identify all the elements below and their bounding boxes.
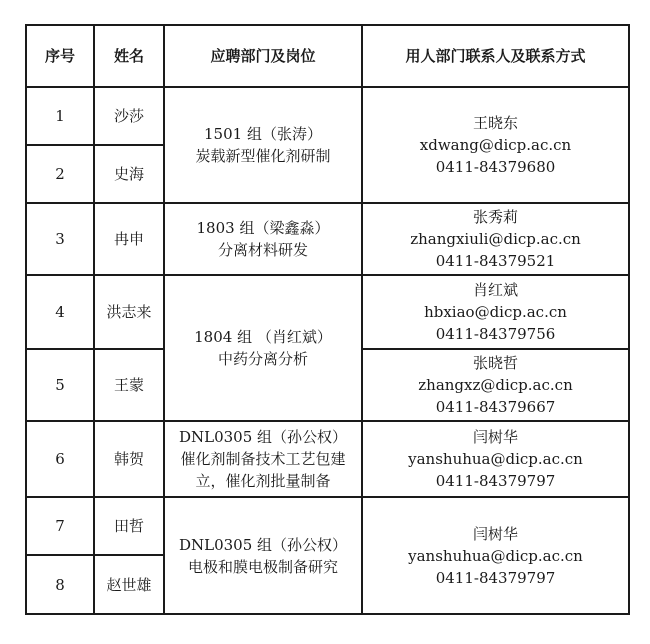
- position-post: 中药分离分析: [217, 350, 308, 368]
- position-post: 催化剂制备技术工艺包建立，催化剂批量制备: [180, 450, 346, 490]
- contact-phone: 0411-84379521: [435, 252, 556, 270]
- serial-number-cell: 1: [26, 87, 94, 145]
- contact-cell: [362, 275, 629, 349]
- name-cell: 王蒙: [94, 349, 164, 421]
- contact-phone: 0411-84379667: [435, 398, 556, 416]
- name-cell: 史海: [94, 145, 164, 203]
- position-cell: [164, 275, 362, 421]
- header-name: 姓名: [94, 25, 164, 87]
- contact-cell: [362, 421, 629, 497]
- position-group: 1501 组（张涛）: [204, 125, 322, 143]
- contact-name: 张秀莉: [472, 208, 518, 226]
- serial-number-cell: 5: [26, 349, 94, 421]
- serial-number-cell: 3: [26, 203, 94, 275]
- contact-phone: 0411-84379680: [435, 158, 556, 176]
- serial-number-cell: 8: [26, 555, 94, 614]
- header-serial-number: 序号: [26, 25, 94, 87]
- name-cell: 韩贺: [94, 421, 164, 497]
- contact-phone: 0411-84379797: [435, 472, 556, 490]
- name-cell: 冉申: [94, 203, 164, 275]
- header-department-position: 应聘部门及岗位: [164, 25, 362, 87]
- table-row: [26, 275, 629, 349]
- contact-email: xdwang@dicp.ac.cn: [419, 136, 572, 154]
- contact-cell: [362, 497, 629, 614]
- position-cell: [164, 87, 362, 203]
- recruitment-table: [25, 24, 630, 615]
- position-group: 1803 组（梁鑫淼）: [196, 219, 330, 237]
- contact-name: 张晓哲: [472, 354, 518, 372]
- position-post: 电极和膜电极制备研究: [187, 557, 338, 576]
- table-row: [26, 87, 629, 145]
- position-group: DNL0305 组（孙公权）: [178, 535, 348, 554]
- table-row: [26, 497, 629, 555]
- position-post: 分离材料研发: [217, 241, 308, 259]
- serial-number-cell: 7: [26, 497, 94, 555]
- contact-cell: [362, 203, 629, 275]
- table-header-row: [26, 25, 629, 87]
- serial-number-cell: 2: [26, 145, 94, 203]
- serial-number-cell: 6: [26, 421, 94, 497]
- serial-number-cell: 4: [26, 275, 94, 349]
- position-cell: [164, 497, 362, 614]
- contact-name: 闫树华: [472, 428, 518, 446]
- contact-email: zhangxiuli@dicp.ac.cn: [410, 230, 581, 248]
- contact-name: 肖红斌: [472, 281, 518, 299]
- contact-email: zhangxz@dicp.ac.cn: [418, 376, 573, 394]
- contact-name: 王晓东: [472, 114, 518, 132]
- contact-name: 闫树华: [472, 524, 518, 543]
- position-cell: [164, 203, 362, 275]
- position-cell: [164, 421, 362, 497]
- contact-email: hbxiao@dicp.ac.cn: [424, 303, 567, 321]
- table-row: [26, 203, 629, 275]
- position-post: 炭载新型催化剂研制: [195, 147, 331, 165]
- contact-cell: [362, 87, 629, 203]
- name-cell: 洪志来: [94, 275, 164, 349]
- contact-cell: [362, 349, 629, 421]
- name-cell: 沙莎: [94, 87, 164, 145]
- contact-phone: 0411-84379797: [435, 568, 556, 587]
- recruitment-table-container: [25, 24, 628, 613]
- position-group: 1804 组 （肖红斌）: [194, 328, 332, 346]
- name-cell: 赵世雄: [94, 555, 164, 614]
- contact-email: yanshuhua@dicp.ac.cn: [408, 546, 583, 565]
- position-group: DNL0305 组（孙公权）: [178, 428, 348, 446]
- contact-email: yanshuhua@dicp.ac.cn: [408, 450, 583, 468]
- table-row: [26, 421, 629, 497]
- header-contact-info: 用人部门联系人及联系方式: [362, 25, 629, 87]
- contact-phone: 0411-84379756: [435, 325, 556, 343]
- name-cell: 田哲: [94, 497, 164, 555]
